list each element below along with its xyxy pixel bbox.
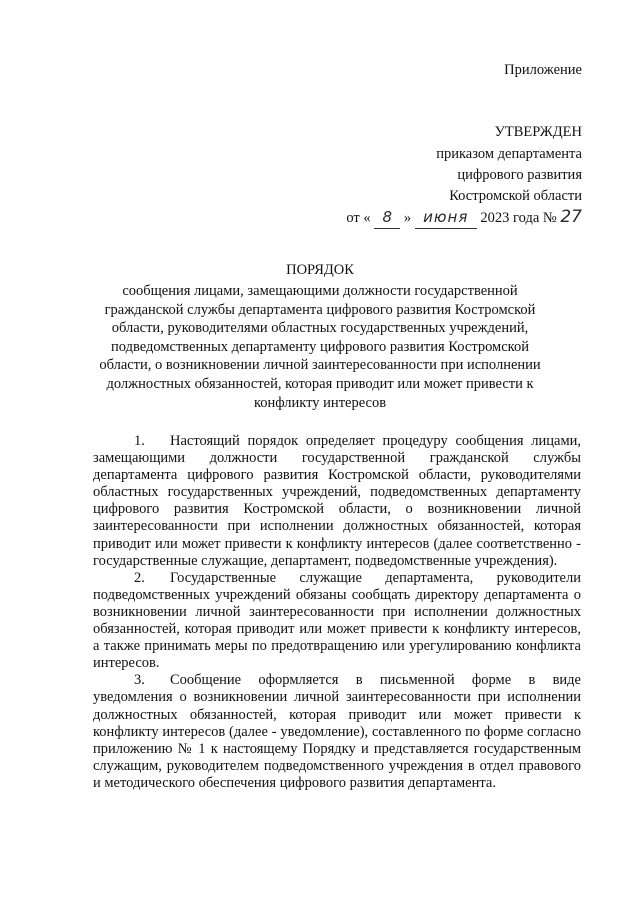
approval-block	[322, 122, 582, 229]
paragraph-2	[93, 570, 581, 673]
paragraph-text: Государственные служащие департамента, руководители подведомственных учреждений обязаны сообщать директору департамента о возникновении личной заинтересованности при исполнении должностных обязанностей, которая приводит или может привести к конфликту интересов, а также принимать меры по предотвращению или урегулированию конфликта интересов.	[93, 569, 581, 672]
date-suffix: 2023 года №	[480, 210, 557, 226]
date-prefix: от «	[346, 210, 371, 226]
order-line-1: приказом департамента	[436, 146, 582, 162]
handwritten-day: 8	[374, 207, 400, 229]
order-date-line	[322, 207, 582, 229]
paragraph-text: Настоящий порядок определяет процедуру сообщения лицами, замещающими должности государственной гражданской службы департамента цифрового развития Костромской области, руководителями областных государственных учреждений, подведомственных департаменту цифрового развития Костромской области, о возникновении личной заинтересованности при исполнении должностных обязанностей, которая приводит или может привести к конфликту интересов (далее соответственно - государственные служащие, департамент, подведомственные учреждения).	[93, 433, 581, 569]
paragraph-text: Сообщение оформляется в письменной форме в виде уведомления о возникновении личной заинтересованности при исполнении должностных обязанностей, которая приводит или может привести к конфликту интересов (далее - уведомление), составленного по форме согласно приложению № 1 к настоящему Порядку и представляется государственным служащим, руководителем подведомственного учреждения в отдел правового и методического обеспечения цифрового развития департамента.	[93, 672, 581, 791]
order-line-2: цифрового развития	[457, 167, 582, 183]
date-mid: »	[403, 210, 412, 226]
document-title: ПОРЯДОК	[286, 262, 354, 278]
paragraph-number: 1.	[134, 433, 145, 449]
approved-label: УТВЕРЖДЕН	[494, 124, 582, 140]
paragraph-number: 2.	[134, 569, 145, 586]
paragraph-3	[93, 672, 581, 792]
handwritten-order-number: 27	[560, 207, 582, 227]
paragraph-1	[93, 433, 581, 570]
order-line-3: Костромской области	[449, 188, 582, 204]
paragraph-number: 3.	[134, 672, 145, 689]
document-body	[93, 433, 581, 792]
document-subtitle: сообщения лицами, замещающими должности государственной гражданской службы департамента цифрового развития Костромской области, руководителями областных государственных учреждений, подведомственных департаменту цифрового развития Костромской области, о возникновении личной заинтересованности при исполнении должностных обязанностей, которая приводит или может привести к конфликту интересов	[99, 283, 541, 411]
appendix-label: Приложение	[504, 62, 582, 78]
handwritten-month: июня	[415, 207, 477, 229]
